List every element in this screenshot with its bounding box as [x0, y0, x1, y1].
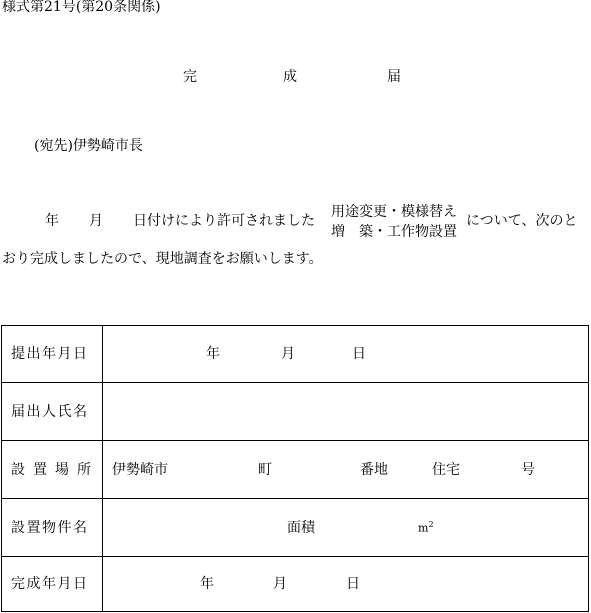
option-line-1: 用途変更・模様替え [331, 204, 457, 220]
applicant-name-field[interactable] [104, 383, 588, 440]
row-label-installation-name: 設置物件名 [11, 519, 89, 536]
table-row-completion-date [2, 556, 588, 611]
form-table [1, 325, 589, 612]
title-char-3: 届 [387, 69, 401, 85]
label-cell [2, 557, 103, 611]
body-line-2: おり完成しましたので、現地調査をお願いします。 [2, 251, 323, 267]
body-after-options: について、次のと [466, 213, 578, 229]
table-row-location [2, 440, 588, 498]
table-row-applicant-name [2, 382, 588, 440]
row-label-submission-date: 提出年月日 [11, 346, 89, 362]
body-year-label: 年 [45, 213, 59, 229]
location-banchi-label: 番地 [360, 461, 388, 478]
submission-month-label: 月 [281, 346, 295, 362]
location-jutaku-label: 住宅 [432, 461, 460, 478]
title-char-2: 成 [283, 69, 297, 85]
completion-year-label: 年 [200, 576, 214, 592]
submission-year-label: 年 [206, 346, 220, 362]
label-cell [2, 499, 103, 556]
area-label: 面積 [287, 519, 315, 536]
completion-month-label: 月 [273, 576, 287, 592]
form-number: 様式第21号(第20条関係) [2, 0, 161, 15]
table-row-installation-name [2, 498, 588, 556]
body-month-label: 月 [89, 213, 103, 229]
body-day-text: 日付けにより許可されました [133, 213, 315, 229]
option-line-2: 増 築・工作物設置 [331, 224, 457, 240]
label-cell [2, 383, 103, 440]
addressee: (宛先)伊勢崎市長 [34, 138, 143, 154]
title-char-1: 完 [183, 69, 197, 85]
label-cell [2, 326, 103, 382]
row-label-applicant-name: 届出人氏名 [11, 403, 89, 420]
row-label-location: 設置場所 [11, 461, 99, 478]
completion-day-label: 日 [346, 576, 360, 592]
location-town-label: 町 [258, 461, 272, 478]
location-city: 伊勢崎市 [112, 461, 168, 478]
label-cell [2, 441, 103, 498]
table-row-submission-date [2, 326, 588, 382]
submission-day-label: 日 [352, 346, 366, 362]
location-go-label: 号 [521, 461, 535, 478]
row-label-completion-date: 完成年月日 [11, 576, 89, 592]
area-unit: $m^2$ [418, 519, 434, 534]
